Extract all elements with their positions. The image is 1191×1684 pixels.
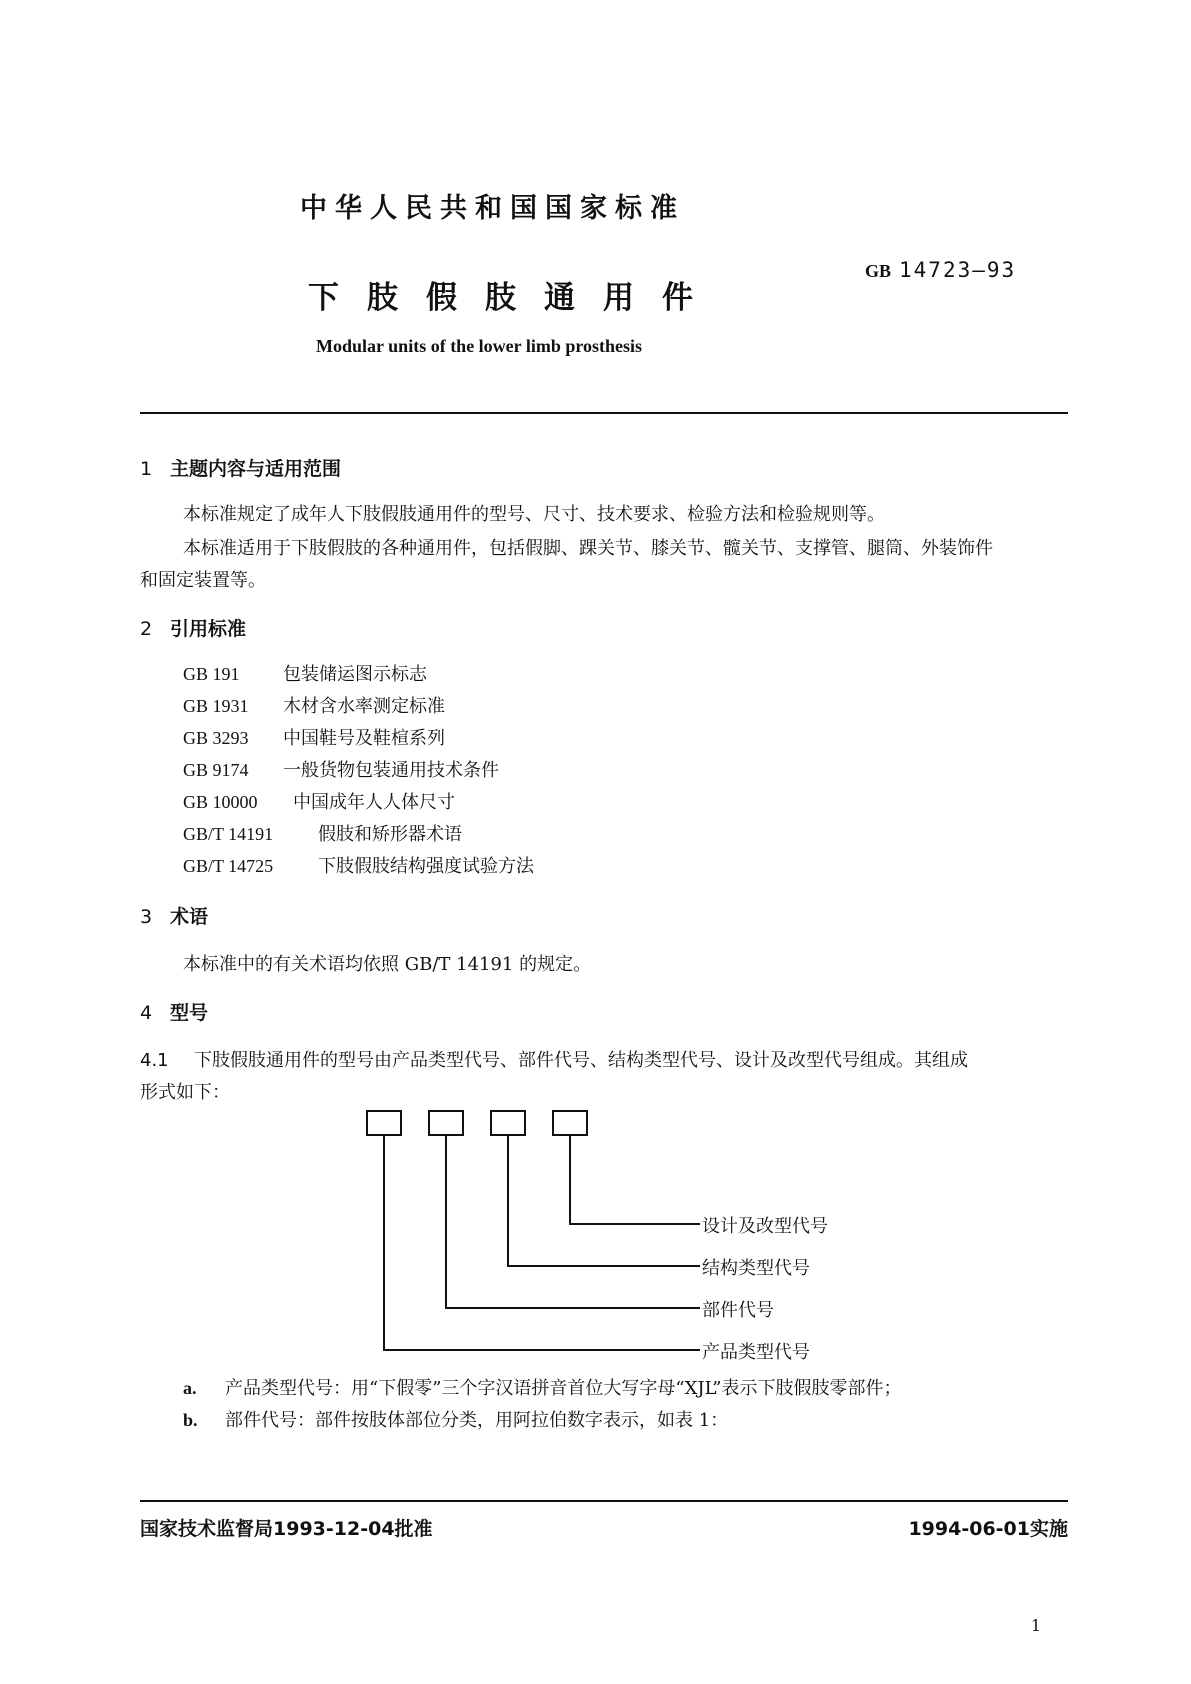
footer-divider: [140, 1500, 1068, 1502]
subsection-text: 下肢假肢通用件的型号由产品类型代号、部件代号、结构类型代号、设计及改型代号组成。其组成: [194, 1050, 968, 1071]
section-number: 2: [140, 618, 153, 640]
document-title: 下肢假肢通用件: [308, 280, 721, 316]
reference-code: GB 9174: [183, 760, 249, 780]
section-title: 引用标准: [170, 618, 247, 640]
reference-code: GB 191: [183, 664, 240, 684]
standard-code-number: 14723—93: [899, 258, 1017, 282]
approval-date: 国家技术监督局1993-12-04批准: [140, 1518, 433, 1540]
diagram-label-design-revision: 设计及改型代号: [702, 1216, 828, 1237]
list-text: 部件代号：部件按肢体部位分类，用阿拉伯数字表示，如表 1：: [225, 1410, 729, 1431]
connector-part: [446, 1136, 700, 1308]
section-1-paragraph-2-line-2: 和固定装置等。: [140, 570, 266, 591]
subsection-number: 4.1: [140, 1050, 169, 1071]
list-item: [183, 1374, 901, 1400]
section-number: 1: [140, 458, 153, 480]
section-number: 4: [140, 1002, 153, 1024]
subsection-4-1-line-2: 形式如下：: [140, 1082, 230, 1103]
reference-title: 一般货物包装通用技术条件: [283, 760, 499, 781]
list-marker: b.: [183, 1410, 198, 1430]
reference-code: GB/T 14725: [183, 856, 274, 876]
effective-date: 1994-06-01实施: [908, 1518, 1068, 1540]
reference-title: 下肢假肢结构强度试验方法: [318, 856, 534, 877]
reference-code: GB 1931: [183, 696, 249, 716]
reference-title: 中国鞋号及鞋楦系列: [283, 728, 445, 749]
standard-heading: 中华人民共和国国家标准: [300, 193, 685, 224]
section-title: 型号: [170, 1002, 209, 1024]
section-1-paragraph-1: 本标准规定了成年人下肢假肢通用件的型号、尺寸、技术要求、检验方法和检验规则等。: [183, 504, 885, 525]
diagram-label-part: 部件代号: [702, 1300, 774, 1321]
reference-title: 中国成年人人体尺寸: [293, 792, 455, 813]
connector-design-revision: [570, 1136, 700, 1224]
reference-code: GB/T 14191: [183, 824, 274, 844]
reference-title: 包装储运图示标志: [283, 664, 427, 685]
list-text: 产品类型代号：用“下假零”三个字汉语拼音首位大写字母“XJL”表示下肢假肢零部件；: [225, 1378, 902, 1399]
standard-code-prefix: GB: [865, 261, 892, 281]
reference-title: 木材含水率测定标准: [283, 696, 445, 717]
list-marker: a.: [183, 1378, 197, 1398]
reference-code: GB 10000: [183, 792, 258, 812]
connector-product-type: [384, 1136, 700, 1350]
section-1-paragraph-2-line-1: 本标准适用于下肢假肢的各种通用件，包括假脚、踝关节、膝关节、髋关节、支撑管、腿筒、外装饰件: [183, 538, 993, 559]
section-title: 主题内容与适用范围: [170, 458, 342, 480]
section-title: 术语: [170, 906, 209, 928]
reference-code: GB 3293: [183, 728, 249, 748]
section-number: 3: [140, 906, 153, 928]
connector-structure-type: [508, 1136, 700, 1266]
document-title-english: Modular units of the lower limb prosthesis: [316, 336, 643, 356]
section-3-paragraph: 本标准中的有关术语均依照 GB/T 14191 的规定。: [183, 954, 592, 975]
diagram-label-product-type: 产品类型代号: [702, 1342, 810, 1363]
reference-title: 假肢和矫形器术语: [318, 824, 462, 845]
list-item: [183, 1406, 728, 1432]
page-number: 1: [1030, 1616, 1041, 1635]
diagram-label-structure-type: 结构类型代号: [702, 1258, 810, 1279]
